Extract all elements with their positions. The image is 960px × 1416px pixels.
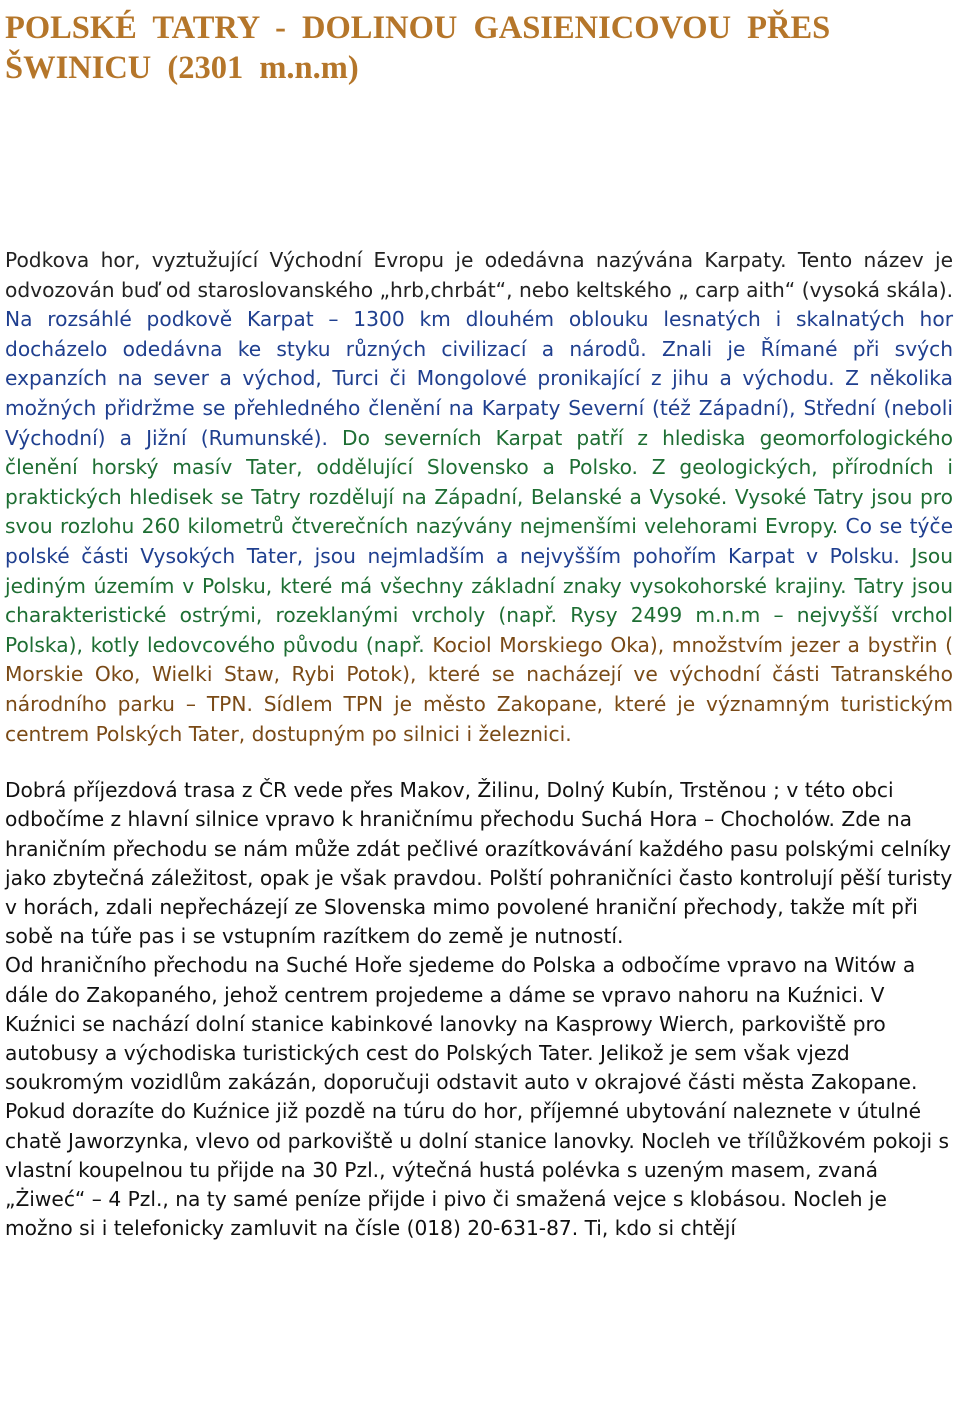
intro-text-karpaty: Podkova hor, vyztužující Východní Evropu je odedávna nazývána Karpaty. Tento název je odvozován buď od staroslovanského „hrb,chrbát“, nebo keltského „ carp aith“ (vysoká skála).	[5, 248, 953, 302]
intro-paragraph	[5, 246, 953, 749]
intro-text-rozdeleni: Z geologických, přírodních i praktických hledisek se Tatry rozdělují na Západní, Belanské a Vysoké. Vysoké Tatry jsou pro svou rozlohu 260 kilometrů čtverečních nazývány nejmenšími velehorami Evropy.	[5, 455, 953, 539]
travel-paragraph-route: Dobrá příjezdová trasa z ČR vede přes Makov, Žilinu, Dolný Kubín, Trstěnou ; v této obci odbočíme z hlavní silnice vpravo k hraničnímu přechodu Suchá Hora – Chocholów. Zde na hraničním přechodu se nám může zdát pečlivé orazítkovávání každého pasu polskými celníky jako zbytečná záležitost, opak je však pravdou. Polští pohraničníci často kontrolují pěší turisty v horách, zdali nepřecházejí ze Slovenska mimo povolené hraniční přechody, takže mít při sobě na túře pas i se vstupním razítkem do země je nutností.	[5, 778, 953, 949]
intro-text-polska-cast: Co se týče polské části Vysokých Tater, jsou nejmladším a nejvyšším pohořím Karpat v Polsku.	[5, 514, 953, 568]
document-title: POLSKÉ TATRY - DOLINOU GASIENICOVOU PŘES ŠWINICU (2301 m.n.m)	[5, 10, 831, 86]
intro-text-cleneni: Z několika možných přidržme se přehledného členění na Karpaty Severní (též Západní), Střední (neboli Východní) a Jižní (Rumunské).	[5, 366, 953, 450]
intro-text-vrcholy: Tatry jsou charakteristické ostrými, rozeklanými vrcholy (např. Rysy 2499 m.n.m – nejvyšší vrchol Polska), kotly ledovcového původu (např.	[5, 573, 953, 657]
intro-text-jedine-uzemi: Jsou jediným územím v Polsku, které má všechny základní znaky vysokohorské krajiny.	[5, 543, 954, 598]
travel-section	[5, 776, 953, 1243]
travel-paragraph-kuznice: Od hraničního přechodu na Suché Hoře sjedeme do Polska a odbočíme vpravo na Witów a dále do Zakopaného, jehož centrem projedeme a dáme se vpravo nahoru na Kuźnici. V Kuźnici se nachází dolní stanice kabinkové lanovky na Kasprowy Wierch, parkoviště pro autobusy a východiska turistických cest do Polských Tater. Jelikož je sem však vjezd soukromým vozidlům zakázán, doporučuji odstavit auto v okrajové části města Zakopane. Pokud dorazíte do Kuźnice již pozdě na túru do hor, příjemné ubytování naleznete v útulné chatě Jaworzynka, vlevo od parkoviště u dolní stanice lanovky. Nocleh ve třílůžkovém pokoji s vlastní koupelnou tu přijde na 30 Pzl., výtečná hustá polévka s uzeným masem, zvaná „Żiweć“ – 4 Pzl., na ty samé peníze přijde i pivo či smažená vejce s klobásou. Nocleh je možno si i telefonicky zamluvit na čísle (018) 20-631-87. Ti, kdo si chtějí	[5, 953, 949, 1241]
intro-text-jezera-tpn: Kociol Morskiego Oka), množstvím jezer a bystřin ( Morskie Oko, Wielki Staw, Rybi Potok), které se nacházejí ve východní části Tatranského národního parku – TPN. Sídlem TPN je město Zakopane, které je významným turistickým centrem Polských Tater, dostupným po silnici i železnici.	[5, 632, 953, 746]
intro-text-podkova: Na rozsáhlé podkově Karpat – 1300 km dlouhém oblouku lesnatých i skalnatých hor docházelo odedávna ke styku různých civilizací a národů.	[5, 307, 953, 361]
document-page	[5, 8, 953, 1243]
intro-text-rimane: Znali je Římané při svých expanzích na sever a východ, Turci či Mongolové pronikající z jihu a východu.	[5, 336, 953, 391]
intro-text-tatry-masiv: Do severních Karpat patří z hlediska geomorfologického členění horský masív Tater, oddělující Slovensko a Polsko.	[5, 425, 954, 480]
